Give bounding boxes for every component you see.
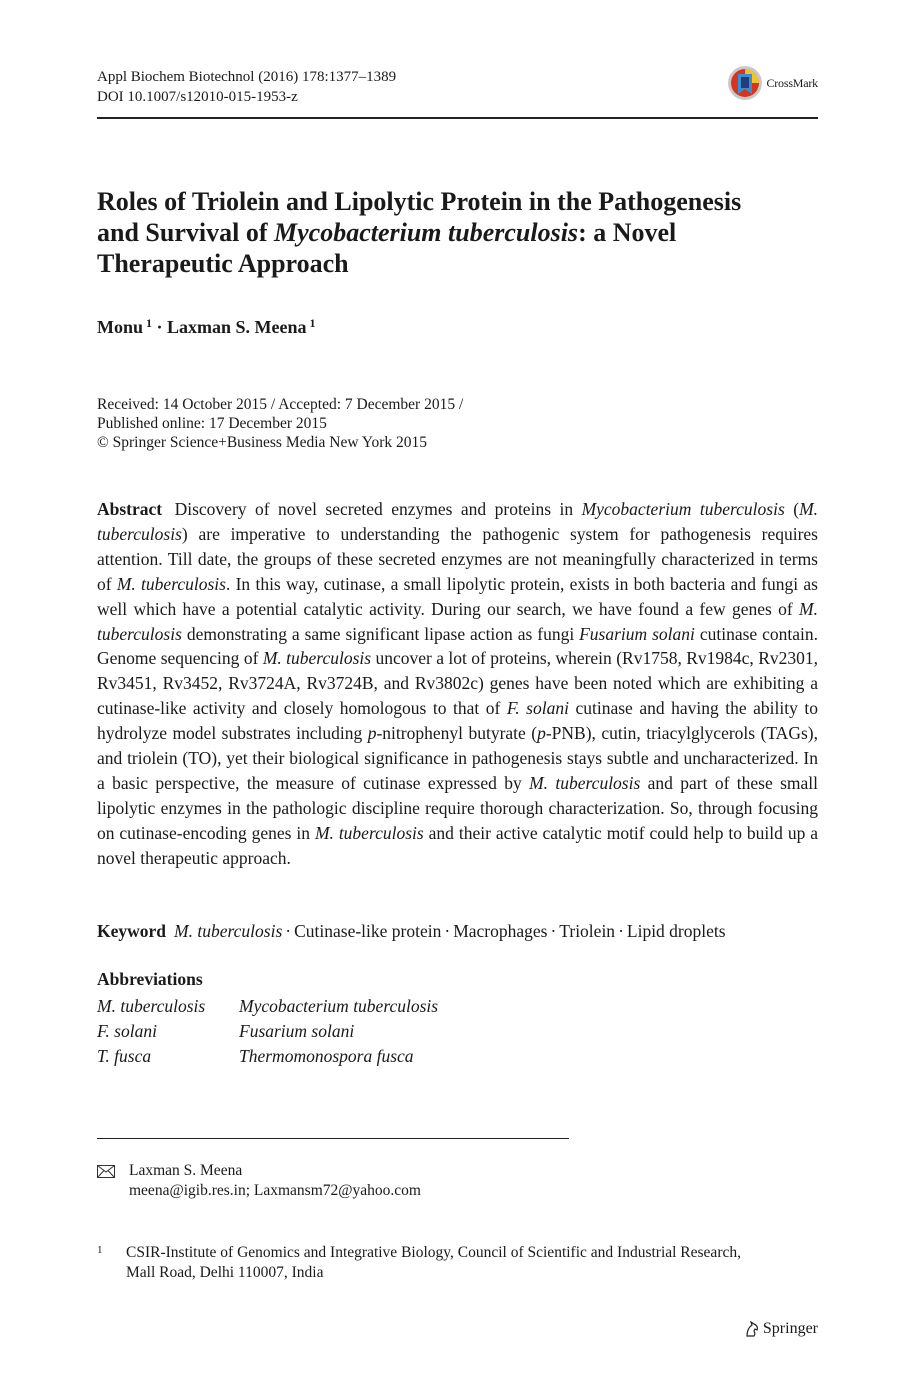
abbreviation-full: Mycobacterium tuberculosis — [239, 996, 439, 1016]
author-name[interactable]: Laxman S. Meena — [167, 317, 307, 337]
author-affiliation-marker: 1 — [309, 316, 316, 330]
abstract-label: Abstract — [97, 499, 163, 519]
keyword-item: Lipid droplets — [626, 921, 726, 941]
crossmark-icon — [727, 65, 763, 101]
journal-citation: Appl Biochem Biotechnol (2016) 178:1377–1389 — [97, 69, 397, 85]
published-online: Published online: 17 December 2015 — [97, 415, 327, 432]
keyword-separator: · — [550, 921, 557, 941]
keyword-item: Triolein — [559, 921, 616, 941]
keyword-item: Macrophages — [453, 921, 548, 941]
abbreviations-list — [97, 994, 438, 1069]
article-title — [97, 186, 818, 279]
abbreviations-heading: Abbreviations — [97, 969, 203, 989]
author-affiliation-marker: 1 — [146, 316, 153, 330]
corresponding-author — [97, 1161, 421, 1201]
crossmark-label: CrossMark — [766, 75, 818, 90]
corresponding-author-email[interactable]: meena@igib.res.in; Laxmansm72@yahoo.com — [129, 1182, 421, 1199]
keyword-separator: · — [285, 921, 292, 941]
author-name[interactable]: Monu — [97, 317, 144, 337]
title-line-1: Roles of Triolein and Lipolytic Protein in the Pathogenesis — [97, 187, 742, 216]
springer-horse-icon — [744, 1321, 760, 1337]
abbreviation-short: T. fusca — [97, 1046, 152, 1066]
publisher-name: Springer — [762, 1320, 818, 1337]
copyright-line: © Springer Science+Business Media New York 2015 — [97, 434, 428, 451]
journal-header — [97, 67, 818, 119]
abstract — [97, 497, 818, 871]
abbreviation-short: F. solani — [97, 1021, 157, 1041]
abstract-text: Abstract Discovery of novel secreted enzymes and proteins in Mycobacterium tuberculosis (M. tuberculosis) are imperative to understanding the pathogenic system for pathogenesis requires attention. Till date, the groups of these secreted enzymes are not meaningfully characterized in terms of M. tuberculosis. In this way, cutinase, a small lipolytic protein, exists in both bacteria and fungi as well which have a potential catalytic activity. During our search, we have found a few genes of M. tuberculosis demonstrating a same significant lipase action as fungi Fusarium solani cutinase contain. Genome sequencing of M. tuberculosis uncover a lot of proteins, wherein (Rv1758, Rv1984c, Rv2301, Rv3451, Rv3452, Rv3724A, Rv3724B, and Rv3802c) genes have been noted which are exhibiting a cutinase-like activity and closely homologous to that of F. solani cutinase and having the ability to hydrolyze model substrates including p-nitrophenyl butyrate (p-PNB), cutin, triacylglycerols (TAGs), and triolein (TO), yet their biological significance in pathogenesis stays subtle and uncharacterized. In a basic perspective, the measure of cutinase expressed by M. tuberculosis and part of these small lipolytic enzymes in the pathologic discipline require thorough characterization. So, through focusing on cutinase-encoding genes in M. tuberculosis and their active catalytic motif could help to build up a novel therapeutic approach. — [97, 499, 819, 868]
abbreviation-full: Fusarium solani — [239, 1021, 355, 1041]
footnote-divider — [97, 1138, 569, 1139]
publisher-logo — [744, 1320, 818, 1338]
affiliation-line-1: CSIR-Institute of Genomics and Integrative Biology, Council of Scientific and Industrial Research, — [126, 1244, 741, 1261]
author-separator: · — [152, 317, 168, 337]
keyword-item: M. tuberculosis — [174, 921, 283, 941]
keywords-label: Keyword — [97, 921, 167, 941]
keyword-separator: · — [618, 921, 624, 941]
keywords — [97, 921, 726, 942]
abbreviation-full: Thermomonospora fusca — [239, 1046, 414, 1066]
journal-doi[interactable]: DOI 10.1007/s12010-015-1953-z — [97, 89, 298, 105]
crossmark-badge[interactable] — [727, 65, 818, 101]
affiliation-number: 1 — [97, 1244, 103, 1256]
received-accepted: Received: 14 October 2015 / Accepted: 7 December 2015 / — [97, 396, 464, 413]
envelope-icon — [97, 1165, 115, 1178]
publication-dates — [97, 395, 463, 452]
title-line-3: Therapeutic Approach — [97, 249, 349, 278]
abbreviation-row — [97, 994, 438, 1019]
corresponding-author-name: Laxman S. Meena — [129, 1162, 243, 1179]
affiliation — [97, 1243, 818, 1283]
abbreviation-short: M. tuberculosis — [97, 996, 206, 1016]
abbreviation-row — [97, 1019, 438, 1044]
keyword-item: Cutinase-like protein — [294, 921, 442, 941]
keyword-separator: · — [444, 921, 451, 941]
title-line-2: and Survival of Mycobacterium tuberculosis: a Novel — [97, 218, 677, 247]
author-list — [97, 316, 316, 338]
header-divider — [97, 117, 818, 119]
affiliation-line-2: Mall Road, Delhi 110007, India — [126, 1264, 324, 1281]
abbreviation-row — [97, 1044, 438, 1069]
